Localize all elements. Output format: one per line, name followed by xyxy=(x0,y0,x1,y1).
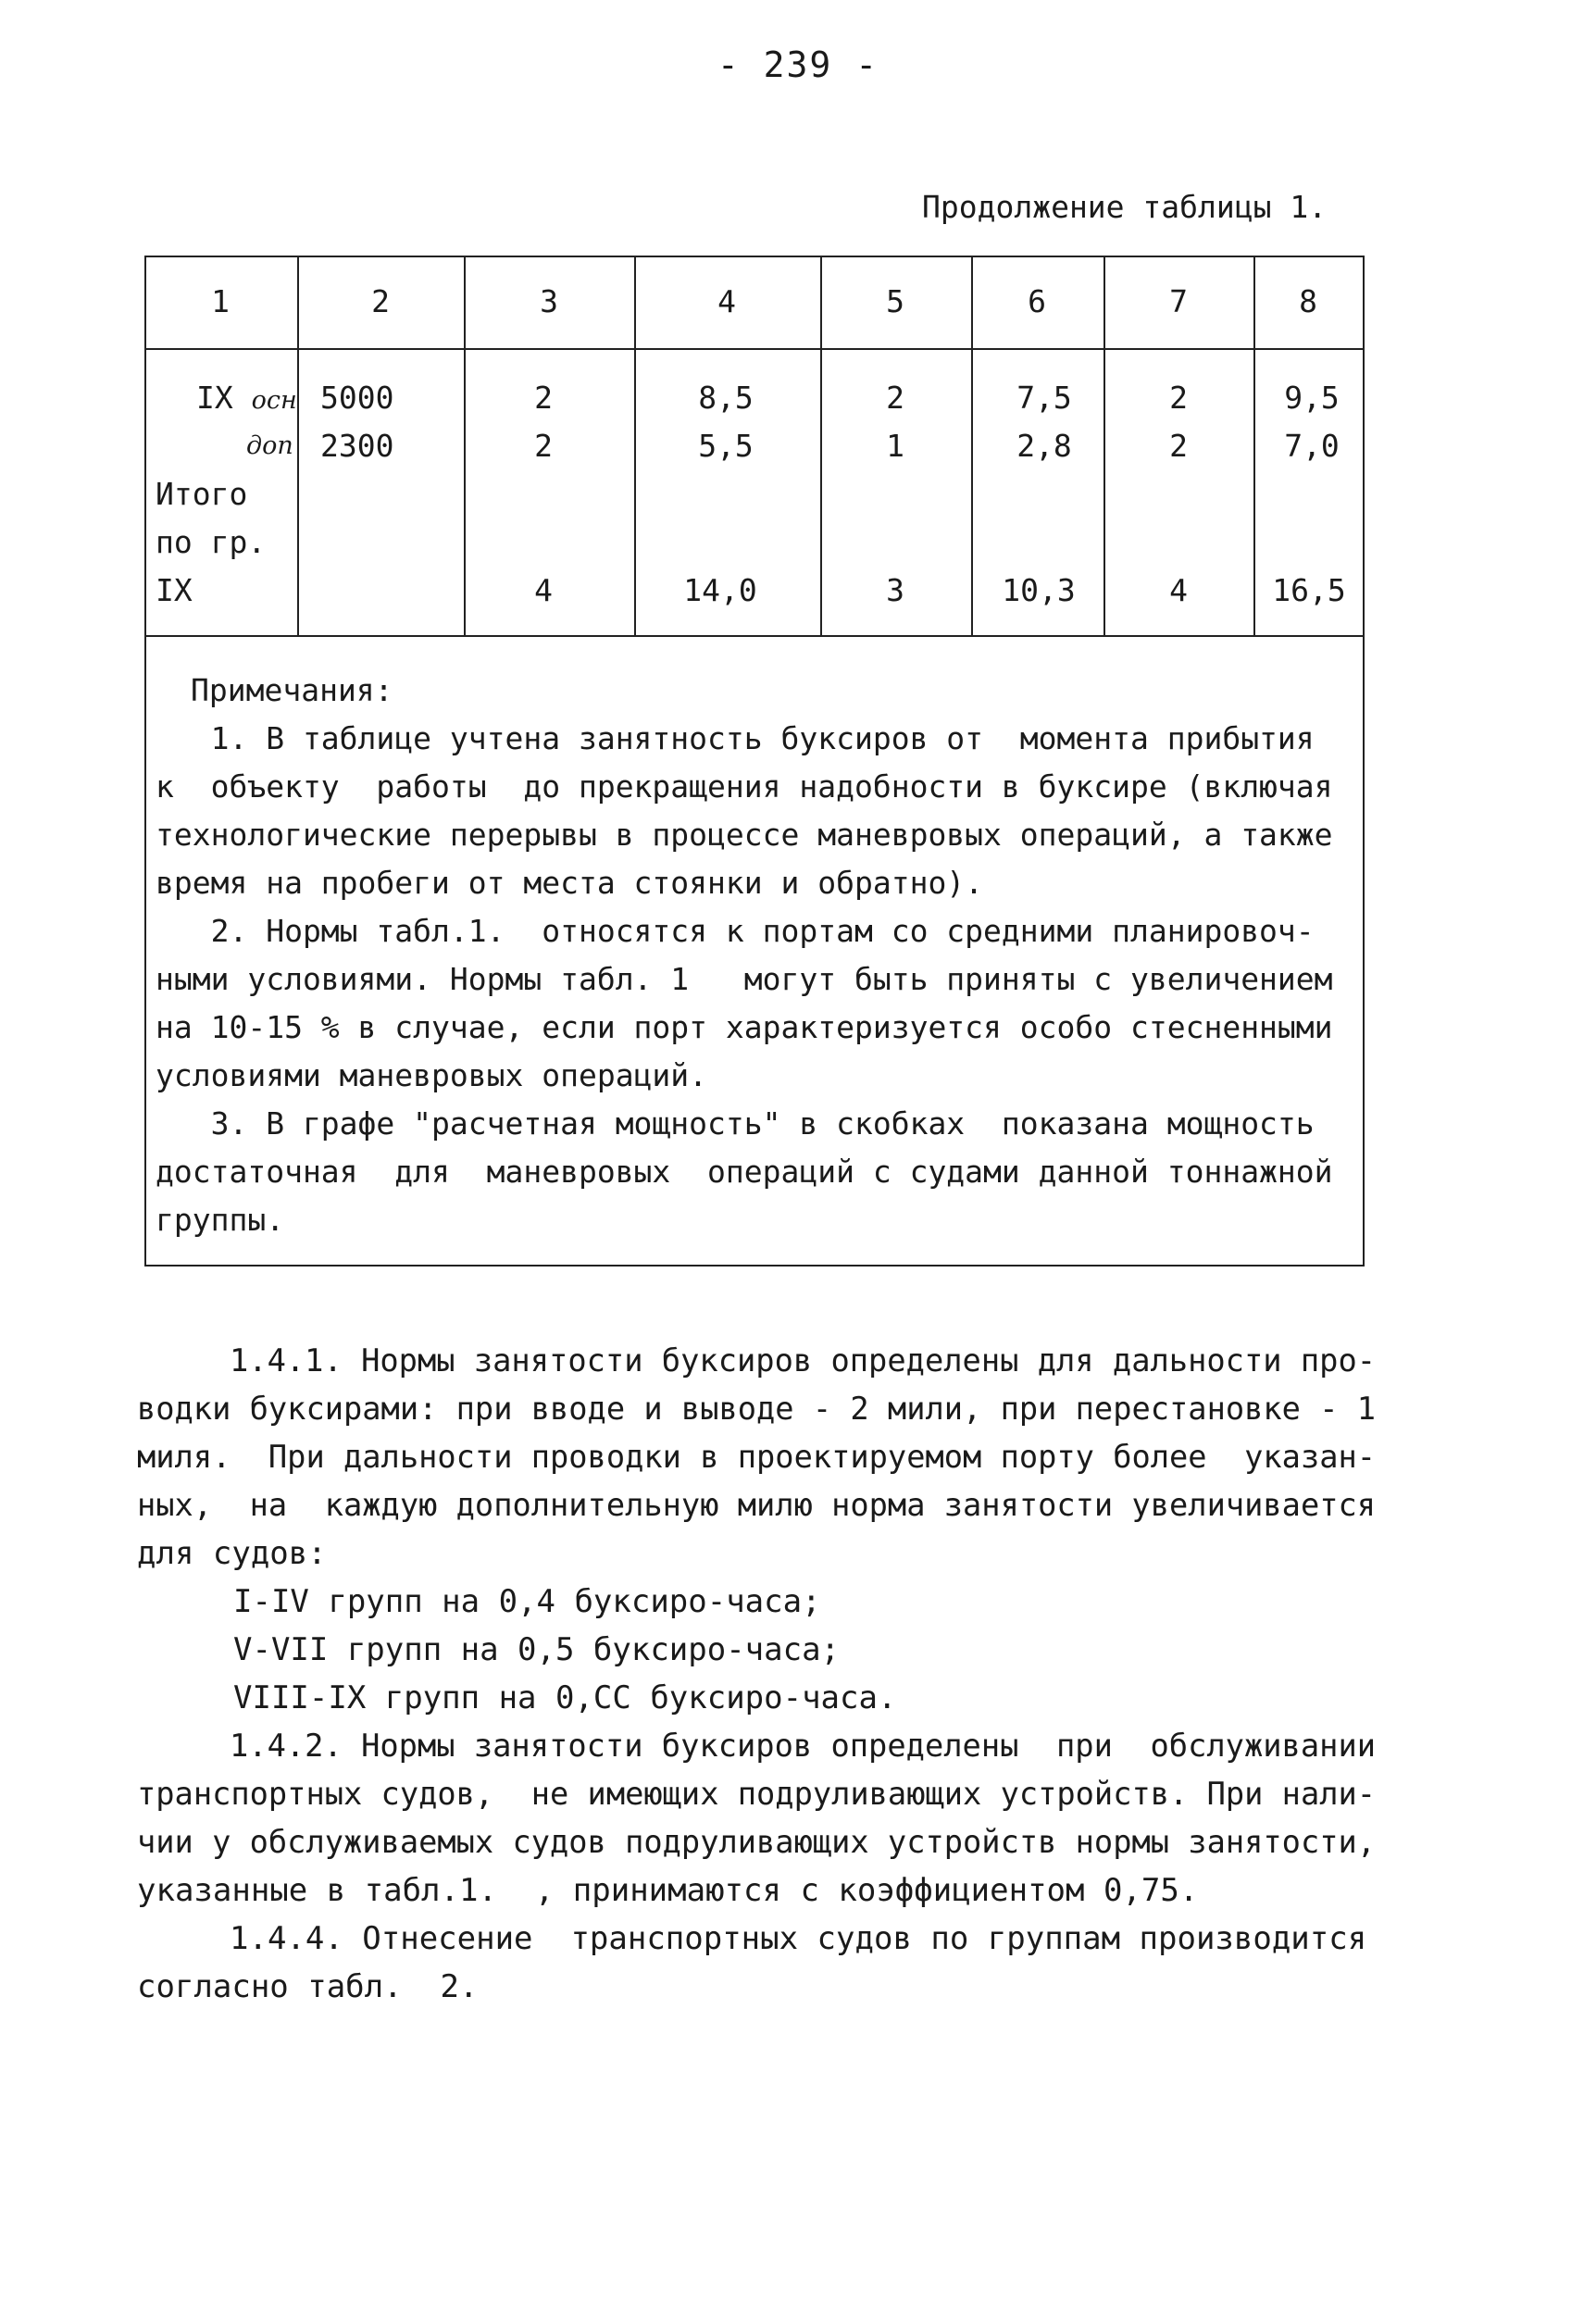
header-col-5: 5 xyxy=(886,283,904,319)
col-sep-1 xyxy=(297,256,299,635)
total-label-line-1: Итого xyxy=(156,476,248,512)
col-sep-5 xyxy=(971,256,973,635)
row1-col7: 2 xyxy=(1169,380,1188,416)
row1-col6: 7,5 xyxy=(1016,380,1072,416)
notes-line: 3. В графе "расчетная мощность" в скобках показана мощность xyxy=(156,1105,1315,1142)
col-sep-2 xyxy=(464,256,466,635)
header-col-1: 1 xyxy=(211,283,230,319)
body-paragraph-line: указанные в табл.1. , принимаются с коэффициентом 0,75. xyxy=(137,1872,1199,1909)
table-continuation-caption: Продолжение таблицы 1. xyxy=(922,189,1328,225)
header-col-6: 6 xyxy=(1028,283,1046,319)
total-col6: 10,3 xyxy=(1002,572,1076,608)
header-col-8: 8 xyxy=(1299,283,1317,319)
body-paragraph-line: для судов: xyxy=(137,1535,327,1572)
page-number: - 239 - xyxy=(717,44,879,85)
total-col4: 14,0 xyxy=(683,572,757,608)
total-label-line-3: IX xyxy=(156,572,193,608)
row1-col4: 8,5 xyxy=(698,380,754,416)
body-paragraph-line: 1.4.4. Отнесение транспортных судов по группам производится xyxy=(230,1920,1367,1957)
header-col-7: 7 xyxy=(1169,283,1188,319)
body-list-item: I-IV групп на 0,4 буксиро-часа; xyxy=(233,1583,821,1620)
notes-line: время на пробеги от места стоянки и обратно). xyxy=(156,865,984,901)
total-col8: 16,5 xyxy=(1272,572,1346,608)
notes-line: 2. Нормы табл.1. относятся к портам со средними планировоч- xyxy=(156,913,1315,949)
row1-subgroup-handwritten: осн xyxy=(251,386,297,415)
body-paragraph-line: водки буксирами: при вводе и выводе - 2 мили, при перестановке - 1 xyxy=(137,1391,1377,1428)
row1-col8: 9,5 xyxy=(1284,380,1340,416)
col-sep-3 xyxy=(634,256,636,635)
body-paragraph-line: согласно табл. 2. xyxy=(137,1968,479,2005)
col-sep-4 xyxy=(820,256,822,635)
body-paragraph-line: 1.4.1. Нормы занятости буксиров определены для дальности про- xyxy=(230,1342,1377,1379)
body-paragraph-line: миля. При дальности проводки в проектируемом порту более указан- xyxy=(137,1439,1377,1476)
header-col-3: 3 xyxy=(540,283,558,319)
row2-col6: 2,8 xyxy=(1016,428,1072,464)
table-top-rule xyxy=(144,256,1365,257)
notes-line: условиями маневровых операций. xyxy=(156,1057,708,1093)
row2-col8: 7,0 xyxy=(1284,428,1340,464)
row2-subgroup-handwritten: доп xyxy=(246,431,293,460)
notes-line: технологические перерывы в процессе маневровых операций, а также xyxy=(156,817,1333,853)
body-list-item: V-VII групп на 0,5 буксиро-часа; xyxy=(233,1631,841,1668)
notes-line: ными условиями. Нормы табл. 1 могут быть приняты с увеличением xyxy=(156,961,1333,997)
total-label-line-2: по гр. xyxy=(156,524,267,560)
table-body-rule xyxy=(144,635,1365,637)
norms-table xyxy=(144,256,1366,1267)
body-paragraph-line: ных, на каждую дополнительную милю норма занятости увеличивается xyxy=(137,1487,1377,1524)
table-right-border xyxy=(1363,256,1365,1267)
notes-line: на 10-15 % в случае, если порт характеризуется особо стесненными xyxy=(156,1009,1333,1045)
total-col5: 3 xyxy=(886,572,904,608)
row2-col3: 2 xyxy=(534,428,553,464)
row2-col2: 2300 xyxy=(320,428,394,464)
total-col3: 4 xyxy=(534,572,553,608)
header-col-2: 2 xyxy=(371,283,390,319)
notes-line: достаточная для маневровых операций с судами данной тоннажной xyxy=(156,1154,1333,1190)
row2-col4: 5,5 xyxy=(698,428,754,464)
row1-col2: 5000 xyxy=(320,380,394,416)
body-list-item: VIII-IX групп на 0,СС буксиро-часа. xyxy=(233,1679,897,1716)
row2-col5: 1 xyxy=(886,428,904,464)
table-header-rule xyxy=(144,348,1365,350)
notes-line: к объекту работы до прекращения надобности в буксире (включая xyxy=(156,768,1333,805)
body-paragraph-line: чии у обслуживаемых судов подруливающих устройств нормы занятости, xyxy=(137,1824,1377,1861)
row2-col7: 2 xyxy=(1169,428,1188,464)
body-paragraph-line: 1.4.2. Нормы занятости буксиров определены при обслуживании xyxy=(230,1728,1377,1765)
row1-group-label: IX xyxy=(196,380,233,416)
notes-line: группы. xyxy=(156,1202,285,1238)
row1-col5: 2 xyxy=(886,380,904,416)
table-bottom-rule xyxy=(144,1265,1365,1267)
row1-group xyxy=(196,380,297,419)
table-left-border xyxy=(144,256,146,1267)
row1-col3: 2 xyxy=(534,380,553,416)
notes-line: 1. В таблице учтена занятность буксиров от момента прибытия xyxy=(156,720,1315,756)
header-col-4: 4 xyxy=(717,283,736,319)
col-sep-7 xyxy=(1253,256,1255,635)
total-col7: 4 xyxy=(1169,572,1188,608)
col-sep-6 xyxy=(1103,256,1105,635)
body-paragraph-line: транспортных судов, не имеющих подруливающих устройств. При нали- xyxy=(137,1776,1377,1813)
notes-heading: Примечания: xyxy=(191,672,393,708)
